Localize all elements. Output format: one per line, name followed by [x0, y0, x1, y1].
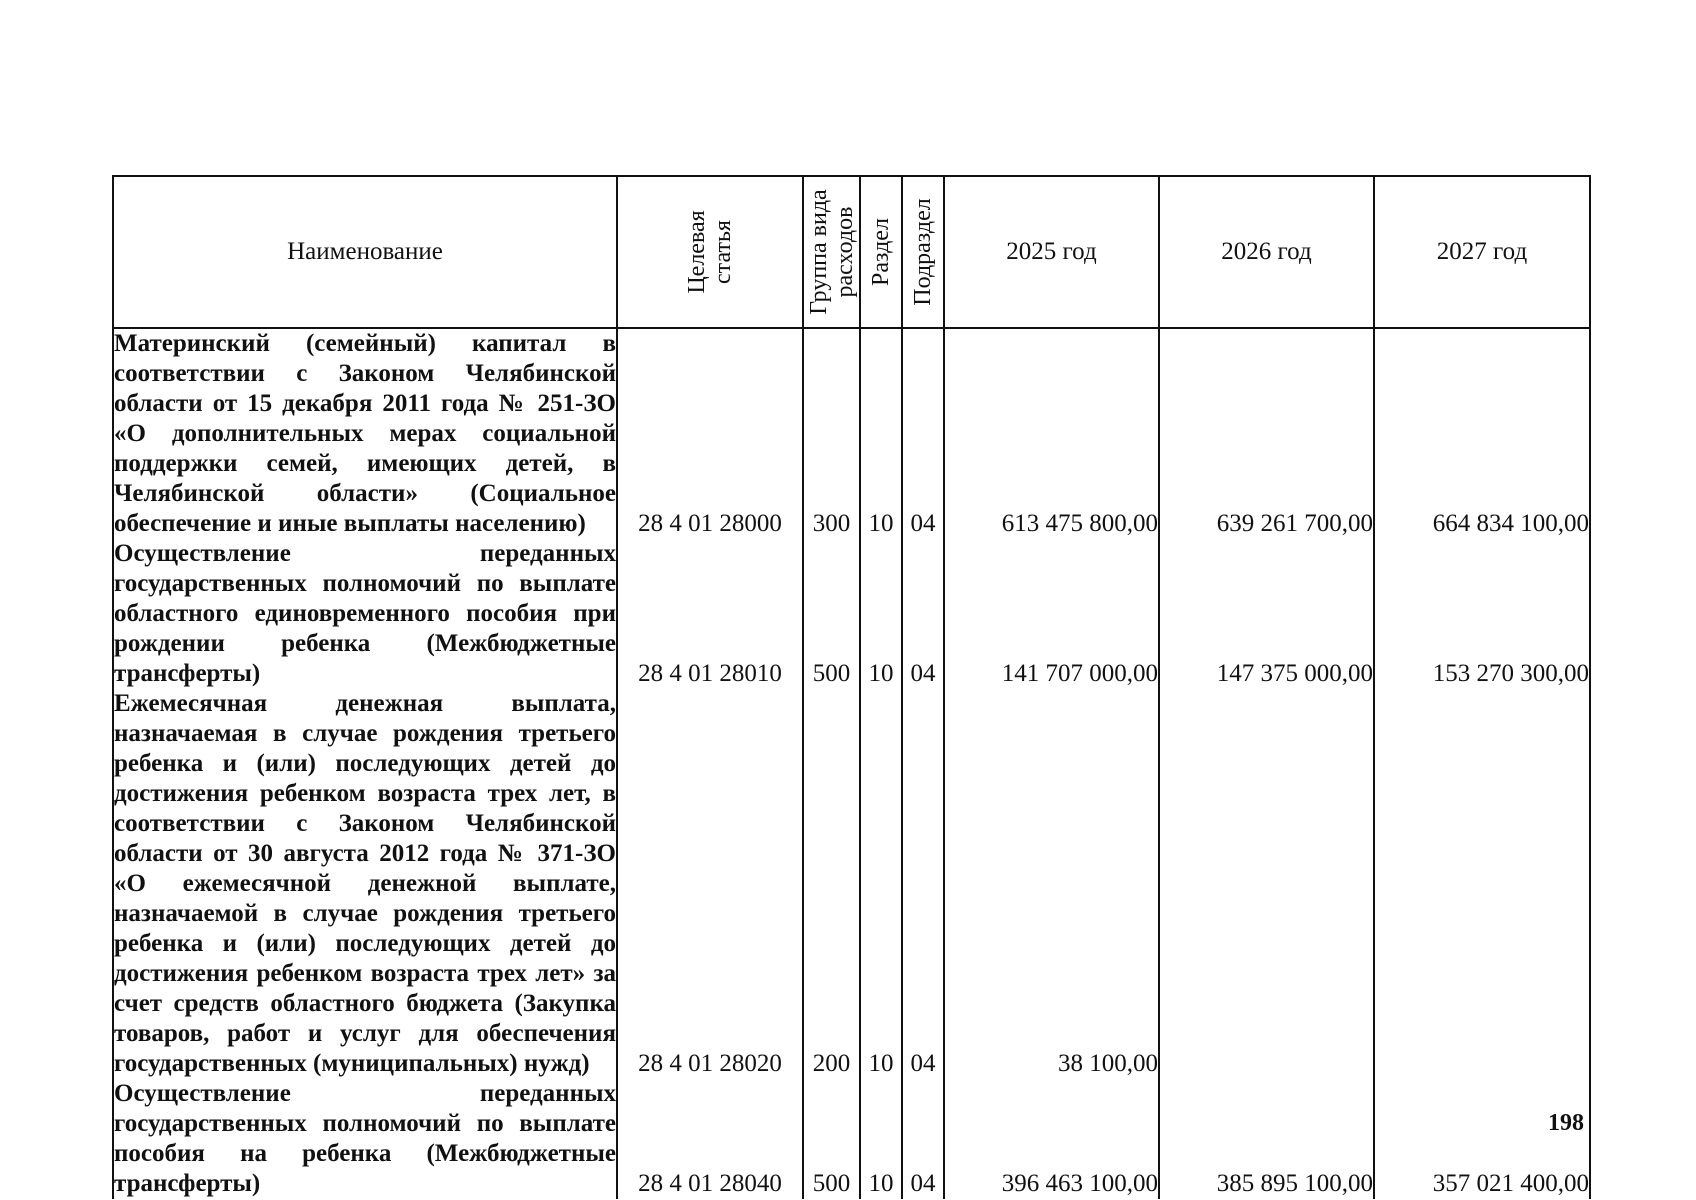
row-expense-group: 500 — [803, 1079, 860, 1199]
row-name: Осуществление переданных государственных полномочий по выплате областного единовременного пособия при рождении ребенка (Межбюджетные трансферты) — [114, 540, 616, 687]
row-amount-2025: 141 707 000,00 — [944, 539, 1159, 689]
row-name: Материнский (семейный) капитал в соответствии с Законом Челябинской области от 15 декабря 2011 года № 251-ЗО «О дополнительных мерах социальной поддержки семей, имеющих детей, в Челябинской области» (Социальное обеспечение и иные выплаты населению) — [114, 330, 616, 537]
row-amount-2027: 664 834 100,00 — [1374, 328, 1590, 539]
row-section: 10 — [860, 1079, 902, 1199]
row-section: 10 — [860, 539, 902, 689]
row-amount-2025: 396 463 100,00 — [944, 1079, 1159, 1199]
row-expense-group: 500 — [803, 539, 860, 689]
row-subsection: 04 — [902, 539, 944, 689]
row-target-article: 28 4 01 28010 — [617, 539, 803, 689]
row-expense-group: 200 — [803, 689, 860, 1079]
header-section-text: Раздел — [868, 218, 894, 286]
row-amount-2026: 385 895 100,00 — [1159, 1079, 1374, 1199]
header-subsection-text: Подраздел — [910, 198, 936, 306]
budget-table — [112, 175, 1591, 1199]
row-expense-group: 300 — [803, 328, 860, 539]
row-section: 10 — [860, 328, 902, 539]
header-subsection — [902, 176, 944, 328]
row-amount-2026: 639 261 700,00 — [1159, 328, 1374, 539]
header-target-article — [617, 176, 803, 328]
row-amount-2027: 153 270 300,00 — [1374, 539, 1590, 689]
row-amount-2027: 357 021 400,00 — [1374, 1079, 1590, 1199]
row-target-article: 28 4 01 28020 — [617, 689, 803, 1079]
row-subsection: 04 — [902, 689, 944, 1079]
header-group-line2: расходов — [831, 206, 858, 298]
row-name: Ежемесячная денежная выплата, назначаемая в случае рождения третьего ребенка и (или) последующих детей до достижения ребенком возраста трех лет, в соответствии с Законом Челябинской области от 30 августа 2012 года № 371-ЗО «О ежемесячной денежной выплате, назначаемой в случае рождения третьего ребенка и (или) последующих детей до достижения ребенком возраста трех лет» за счет средств областного бюджета (Закупка товаров, работ и услуг для обеспечения государственных (муниципальных) нужд) — [114, 690, 616, 1077]
row-subsection: 04 — [902, 1079, 944, 1199]
header-row — [113, 176, 1590, 328]
header-2026: 2026 год — [1159, 176, 1374, 328]
row-amount-2026 — [1159, 689, 1374, 1079]
header-group-line1: Группа вида — [805, 189, 832, 315]
header-2025: 2025 год — [944, 176, 1159, 328]
row-target-article: 28 4 01 28000 — [617, 328, 803, 539]
table-row — [113, 328, 1590, 539]
row-section: 10 — [860, 689, 902, 1079]
row-subsection: 04 — [902, 328, 944, 539]
row-amount-2025: 613 475 800,00 — [944, 328, 1159, 539]
row-amount-2025: 38 100,00 — [944, 689, 1159, 1079]
header-expense-group — [803, 176, 860, 328]
header-section — [860, 176, 902, 328]
row-amount-2027 — [1374, 689, 1590, 1079]
table-row — [113, 1079, 1590, 1199]
table-row — [113, 689, 1590, 1079]
page-number: 198 — [1548, 1110, 1584, 1136]
row-name: Осуществление переданных государственных полномочий по выплате пособия на ребенка (Межбюджетные трансферты) — [114, 1080, 616, 1197]
row-amount-2026: 147 375 000,00 — [1159, 539, 1374, 689]
header-2027: 2027 год — [1374, 176, 1590, 328]
row-target-article: 28 4 01 28040 — [617, 1079, 803, 1199]
header-target-line1: Целевая — [684, 210, 710, 294]
table-row — [113, 539, 1590, 689]
header-target-line2: статья — [710, 220, 736, 284]
header-name: Наименование — [113, 176, 617, 328]
